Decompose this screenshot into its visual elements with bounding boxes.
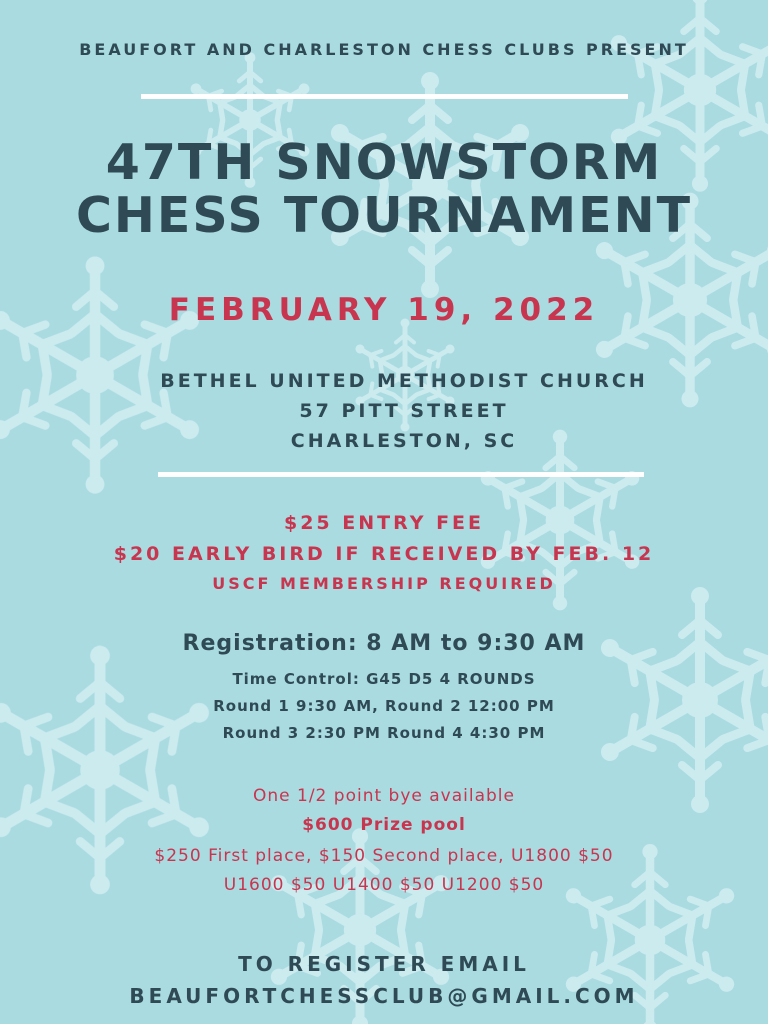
venue-name: BETHEL UNITED METHODIST CHURCH <box>160 370 648 392</box>
time-control: Time Control: G45 D5 4 ROUNDS <box>232 670 536 688</box>
membership-note: USCF MEMBERSHIP REQUIRED <box>212 574 556 593</box>
rounds-3-4: Round 3 2:30 PM Round 4 4:30 PM <box>222 724 546 742</box>
registration-time: Registration: 8 AM to 9:30 AM <box>182 631 586 656</box>
rounds-1-2: Round 1 9:30 AM, Round 2 12:00 PM <box>213 697 555 715</box>
event-date: FEBRUARY 19, 2022 <box>168 292 600 328</box>
prize-breakdown-2: U1600 $50 U1400 $50 U1200 $50 <box>223 875 545 895</box>
venue-street: 57 PITT STREET <box>299 400 509 422</box>
venue-city: CHARLESTON, SC <box>290 430 518 452</box>
entry-fee: $25 ENTRY FEE <box>283 512 485 534</box>
prize-pool: $600 Prize pool <box>302 815 466 835</box>
top-divider <box>141 94 628 99</box>
register-email: BEAUFORTCHESSCLUB@GMAIL.COM <box>129 984 639 1008</box>
bottom-divider <box>158 472 644 477</box>
title-line-1: 47TH SNOWSTORM <box>105 134 663 191</box>
bye-note: One 1/2 point bye available <box>253 786 515 806</box>
register-label: TO REGISTER EMAIL <box>238 952 530 976</box>
early-bird-fee: $20 EARLY BIRD IF RECEIVED BY FEB. 12 <box>113 543 655 565</box>
title-line-2: CHESS TOURNAMENT <box>75 187 693 244</box>
presenter-line: BEAUFORT AND CHARLESTON CHESS CLUBS PRESENT <box>79 40 689 59</box>
prize-breakdown-1: $250 First place, $150 Second place, U1800 $50 <box>154 846 614 866</box>
